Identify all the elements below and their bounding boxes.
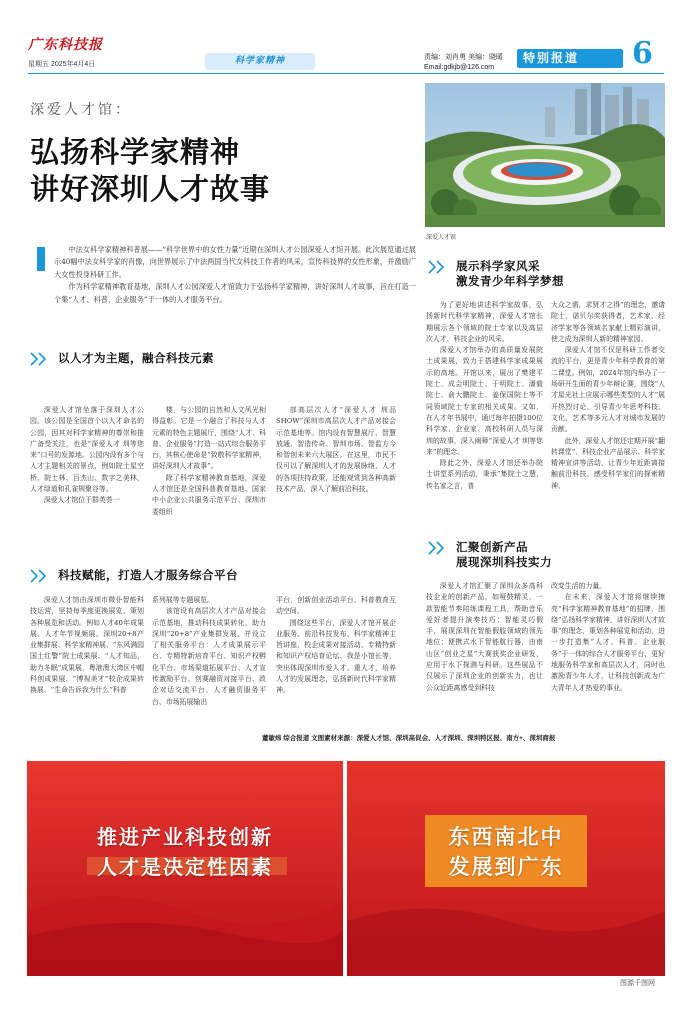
- body-paragraph: 此外，深爱人才馆还定期开展“翻转课堂”、科技企业产品展示、科学家精神宣讲等活动，让青少年近距离接触前沿科技，感受科学家们的探索精神。: [551, 436, 665, 490]
- section3-column-1: [426, 300, 543, 492]
- section-heading-4: [428, 540, 552, 570]
- body-paragraph: 改变生活的力量。: [551, 582, 607, 590]
- body-paragraph: 深爱人才馆位于群英荟一: [43, 496, 120, 505]
- body-paragraph: 为了更好地讲述科学家故事，弘扬新时代科学家精神，深爱人才馆长期展示各个领域的院士专家以及高层次人才、科技企业的风采。: [426, 301, 543, 343]
- article-kicker: 深爱人才馆：: [30, 102, 132, 118]
- venue-photo-illustration: [425, 83, 665, 227]
- section-title-line: 激发青少年科学梦想: [456, 274, 564, 288]
- section-title: 以人才为主题，融合科技元素: [58, 351, 214, 365]
- body-paragraph: 部高层次人才“深爱人才 圳品SHOW”深圳市高层次人才产品对接会示范基地等。馆内设有智慧展厅、智慧放通、智造传奇、智圳市场、智监方今和智创未来六大展区。在这里，市民不仅可以了解深圳人才的发展脉络、人才的各项扶持政策，还能观赏到各种高新技术产品，深入了解前沿科技。: [276, 406, 396, 494]
- double-chevron-icon: [428, 541, 450, 555]
- public-service-ad-right: [347, 761, 665, 976]
- special-report-label: 特别报道: [517, 49, 623, 68]
- public-service-ad-left: [27, 761, 343, 976]
- body-paragraph: 该馆设有高层次人才产品对接会示范基地，推动科技成果转化，助力深圳“20+8”产业集群发展，并设立了相关服务平台：人才成果展示平台、专精特新培育平台、知识产权孵化平台、市场渠道拓展平台、人才宣传激励平台、创赛融资对接平台、政企对话交流平台、人才融资服务平台、市场拓展输出: [152, 607, 266, 706]
- section-title-line: 展现深圳科技实力: [456, 555, 552, 569]
- section-title-line: 汇聚创新产品: [456, 540, 528, 554]
- section1-column-3: [276, 405, 396, 495]
- body-paragraph: 在未来，深爱人才馆将继续擦亮“科学家精神教育基地”的招牌，围绕“弘扬科学家精神，讲好深圳人才故事”的理念，策划各种展览和活动，进一步打造集“人才、科普、企业服务”于一体的综合人才服务平台，更好地服务科学家和高层次人才，同时也激励青少年人才，让科技创新成为广大青年人才热爱的事业。: [551, 593, 665, 692]
- ad-slogan-line: 东西南北中: [448, 825, 564, 849]
- header-rule: [28, 73, 664, 74]
- article-intro: [54, 244, 416, 306]
- section-heading-2: [30, 568, 238, 583]
- page-number: 6: [632, 36, 653, 71]
- email-line: Email:gdkjb@126.com: [424, 64, 495, 71]
- venue-photo: [425, 83, 665, 227]
- double-chevron-icon: [30, 569, 52, 583]
- photo-caption: 深爱人才馆: [426, 234, 457, 241]
- body-paragraph: 深爱人才馆不仅是科研工作者交流的平台，更是青少年科学教育的第二课堂。例如，2024年馆内举办了一场研开生面的青少年辩论赛，围绕“人才星光社上应展示哪些类型的人才”展开热烈讨论，引导青少年思考科技、文化、艺术等多元人才对城市发展的贡献。: [551, 346, 666, 434]
- headline-line-1: 弘扬科学家精神: [30, 135, 241, 169]
- body-paragraph: 深爱人才馆坐落于深圳人才公园。该公园是全国首个以人才命名的公园，因其对科学家精神的尊崇和推广备受关注，也是“深爱人才 圳等您来”口号的发源地。公园内设有多个与人才主题相关的景点，例如院士星空桥、院士林、百杰山、数字之美林，人才绿道和孔雀规聚谷等。: [30, 406, 144, 494]
- section-title: [456, 540, 552, 570]
- body-paragraph: 除此之外，深爱人才馆还举办院士讲堂系列活动，秉承“集院士之慧，传名家之言，普: [426, 459, 543, 490]
- image-source-credit: 图源千图网: [620, 980, 655, 987]
- section-title: [456, 259, 564, 289]
- intro-paragraph: 作为科学家精神教育基地，深圳人才公园深爱人才馆致力于弘扬科学家精神，讲好深圳人才故事，旨在打造一个集“人才、科普、企业服务”于一体的人才服务平台。: [54, 282, 416, 304]
- masthead-logo: 广东科技报: [28, 37, 103, 53]
- body-paragraph: 平台、创新创业活动平台、科普教育互动空间。: [276, 596, 396, 616]
- section4-column-1: [426, 581, 543, 694]
- issue-date: 星期五 2025年4月4日: [28, 61, 96, 68]
- article-headline: [30, 134, 270, 208]
- intro-paragraph: 中法女科学家精神科普展——“科学世界中的女性力量”近期在深圳人才公园深爱人才馆开展。此次展览通过展示40幅中法女科学家的肖像，向世界展示了中法两国当代女科技工作者的风采，宣传科技界的女性形象，并激励广大女性投身科研工作。: [54, 245, 416, 279]
- section-title-line: 展示科学家风采: [456, 259, 540, 273]
- body-paragraph: 系列展等专题展览。: [152, 596, 215, 604]
- headline-line-2: 讲好深圳人才故事: [30, 172, 271, 206]
- body-paragraph: 除了科学家精神教育基地，深爱人才馆还是全国科普教育基地、国家中小企业公共服务示范平台、深圳市委组织: [152, 473, 266, 516]
- ad-slogan-line: 推进产业科技创新: [97, 825, 273, 849]
- editors-line: 责编：刘肖勇 美编：晓暖: [424, 54, 503, 61]
- editors-info: [424, 53, 503, 73]
- column-tag: 科学家精神: [205, 53, 315, 70]
- double-chevron-icon: [30, 352, 52, 366]
- section2-column-3: [276, 595, 396, 697]
- ad-slogan-line: 发展到广东: [448, 855, 564, 879]
- section-heading-1: [30, 351, 214, 366]
- body-paragraph: 楼，与公园的自然和人文风光相得益彰。它是一个融合了科技与人才元素的特色主题展厅，围绕“人才、科普、企业服务”打造一站式综合服务平台，其核心使命是“致敬科学家精神，讲好深圳人才故事”。: [152, 406, 266, 471]
- section1-column-1: [30, 405, 144, 507]
- body-paragraph: 深爱人才馆举办的高质量发展院士成果展，致力于搭建科学家成果展示的高地。开馆以来，展出了樊建平院士、成会明院士、于明院士、潘毅院士、俞大鹏院士、姜保国院士等不同领域院士专家的相关成果。又如，在人才年书展中，通过每年拍摄100位科学家、企业家、高校科研人员与深圳的故事，深入阐释“深爱人才 圳等您来”的理念。: [426, 346, 543, 456]
- section-heading-3: [428, 259, 564, 289]
- body-paragraph: 大众之需，求贤才之得”的理念，邀请院士，诺贝尔奖获得者，艺术家、经济学家等各领域名家献上精彩演讲，使之成为深圳人新的精神家园。: [551, 301, 665, 343]
- section1-column-2: [152, 405, 266, 518]
- body-paragraph: 围绕这些平台，深爱人才馆开展企业服务、前沿科技发布、科学家精神主旨讲座、校企成果对接活动、专精特新和知识产权培育论坛、我是小馆长等，突出体现深圳市爱人才、重人才，培养人才的发展理念，弘扬新时代科学家精神。: [276, 618, 396, 695]
- intro-accent-bar: [37, 247, 45, 271]
- double-chevron-icon: [428, 260, 450, 274]
- body-paragraph: 深爱人才馆由深圳市微仆智能科技运营，坚持每季度更换展览、策划各种展览和活动。例如人才40年成果展、人才年节视频展、深圳20+8产业集群展、科学家精神展、“东风满园 国士红警”院士成果展、“人才知品，助力冬眠”成果展、粤港澳大湾区中帽科创成果展、“博视美才”校企成果转换展、“生命告诉我为什么”科普: [30, 596, 144, 695]
- ad-slogan-line: 人才是决定性因素: [97, 855, 273, 879]
- section-title: 科技赋能，打造人才服务综合平台: [58, 568, 238, 582]
- article-credit: 董敏炜 综合报道 文图素材来源：深爱人才馆、深圳高促会、人才深圳、深圳特区报、南方+、深圳商报: [262, 735, 556, 742]
- section4-column-2: [551, 581, 665, 694]
- section2-column-2: [152, 595, 266, 708]
- body-paragraph: 深爱人才馆汇聚了深圳众多高科技企业的创新产品，如哑鼓精灵、一款智能节奏陪练课程工具，帮助音乐爱好者提升演奏技巧；智能灵巧假手，展现深圳在智能假肢领域的领先地位；便携式水下智能航行器，由南山区“创业之星”大赛获奖企业研发，应用于水下探测与科研。这些展品不仅展示了深圳企业的创新实力，也让公众近距离感受到科技: [426, 582, 543, 692]
- section3-column-2: [551, 300, 665, 492]
- section2-column-1: [30, 595, 144, 697]
